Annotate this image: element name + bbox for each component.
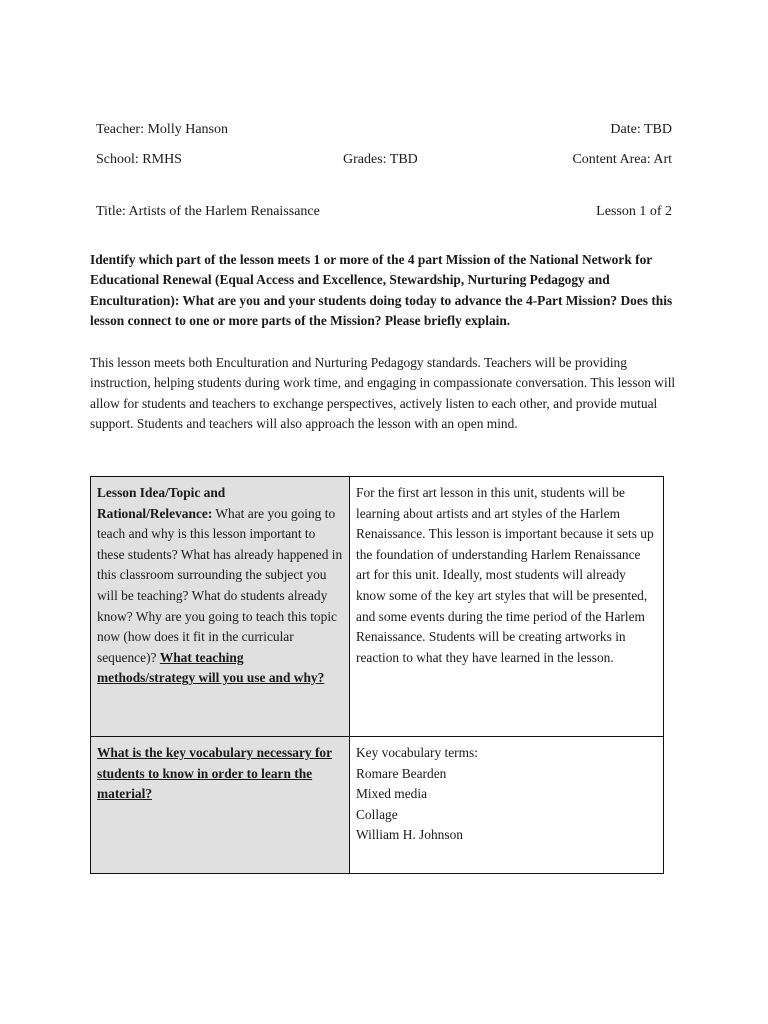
- vocabulary-term: Collage: [356, 806, 398, 822]
- lesson-number: Lesson 1 of 2: [596, 204, 672, 219]
- vocabulary-heading: Key vocabulary terms:: [356, 745, 478, 760]
- topic-relevance-answer: For the first art lesson in this unit, students will be learning about artists and art styles of the Harlem Renaissance. This lesson is important because it sets up the foundation of understanding Harlem Renaissance art for this unit. Ideally, most students will already know some of the key art styles that will be presented, and some events during the time period of the Harlem Renaissance. Students will be creating artworks in reaction to what they have learned in the lesson.: [356, 485, 654, 665]
- topic-relevance-answer-cell: [350, 477, 664, 737]
- mission-question: Identify which part of the lesson meets 1 or more of the 4 part Mission of the National Network for Educational Renewal (Equal Access and Excellence, Stewardship, Nurturing Pedagogy and Enculturation): What are you and your students doing today to advance the 4-Part Mission? Does this lesson connect to one or more parts of the Mission? Please briefly explain.: [90, 252, 673, 329]
- header-row-teacher: [96, 120, 672, 140]
- topic-relevance-label: Lesson Idea/Topic and Rational/Relevance:: [97, 485, 226, 521]
- vocabulary-term: William H. Johnson: [356, 827, 463, 843]
- grades: Grades: TBD: [343, 152, 418, 167]
- mission-answer: This lesson meets both Enculturation and Nurturing Pedagogy standards. Teachers will be providing instruction, helping students during work time, and engaging in compassionate conversation. This lesson will allow for students and teachers to exchange perspectives, actively listen to each other, and provide mutual support. Students and teachers will also approach the lesson with an open mind.: [90, 355, 676, 432]
- lesson-title: Title: Artists of the Harlem Renaissance: [96, 204, 320, 219]
- vocabulary-term: Romare Bearden: [356, 765, 447, 781]
- vocabulary-prompt-cell: [91, 737, 350, 874]
- lesson-plan-table: [90, 476, 664, 874]
- table-row: [91, 737, 664, 874]
- teacher-name: Teacher: Molly Hanson: [96, 122, 228, 137]
- vocabulary-answer-cell: [350, 737, 664, 874]
- topic-relevance-prompt-cell: [91, 477, 350, 737]
- table-row: [91, 477, 664, 737]
- vocabulary-term: Mixed media: [356, 786, 428, 802]
- teaching-methods-prompt: What teaching methods/strategy will you use and why?: [97, 649, 325, 686]
- vocabulary-prompt: What is the key vocabulary necessary for students to know in order to learn the material?: [97, 745, 333, 802]
- lesson-date: Date: TBD: [610, 122, 672, 137]
- content-area: Content Area: Art: [572, 152, 672, 167]
- school-name: School: RMHS: [96, 152, 182, 167]
- header-row-title: [96, 202, 672, 222]
- topic-relevance-prompt: What are you going to teach and why is this lesson important to these students? What has already happened in this classroom surrounding the subject you will be teaching? What do students already know? Why are you going to teach this topic now (how does it fit in the curricular sequence)?: [97, 505, 343, 665]
- header-row-school: [96, 150, 672, 170]
